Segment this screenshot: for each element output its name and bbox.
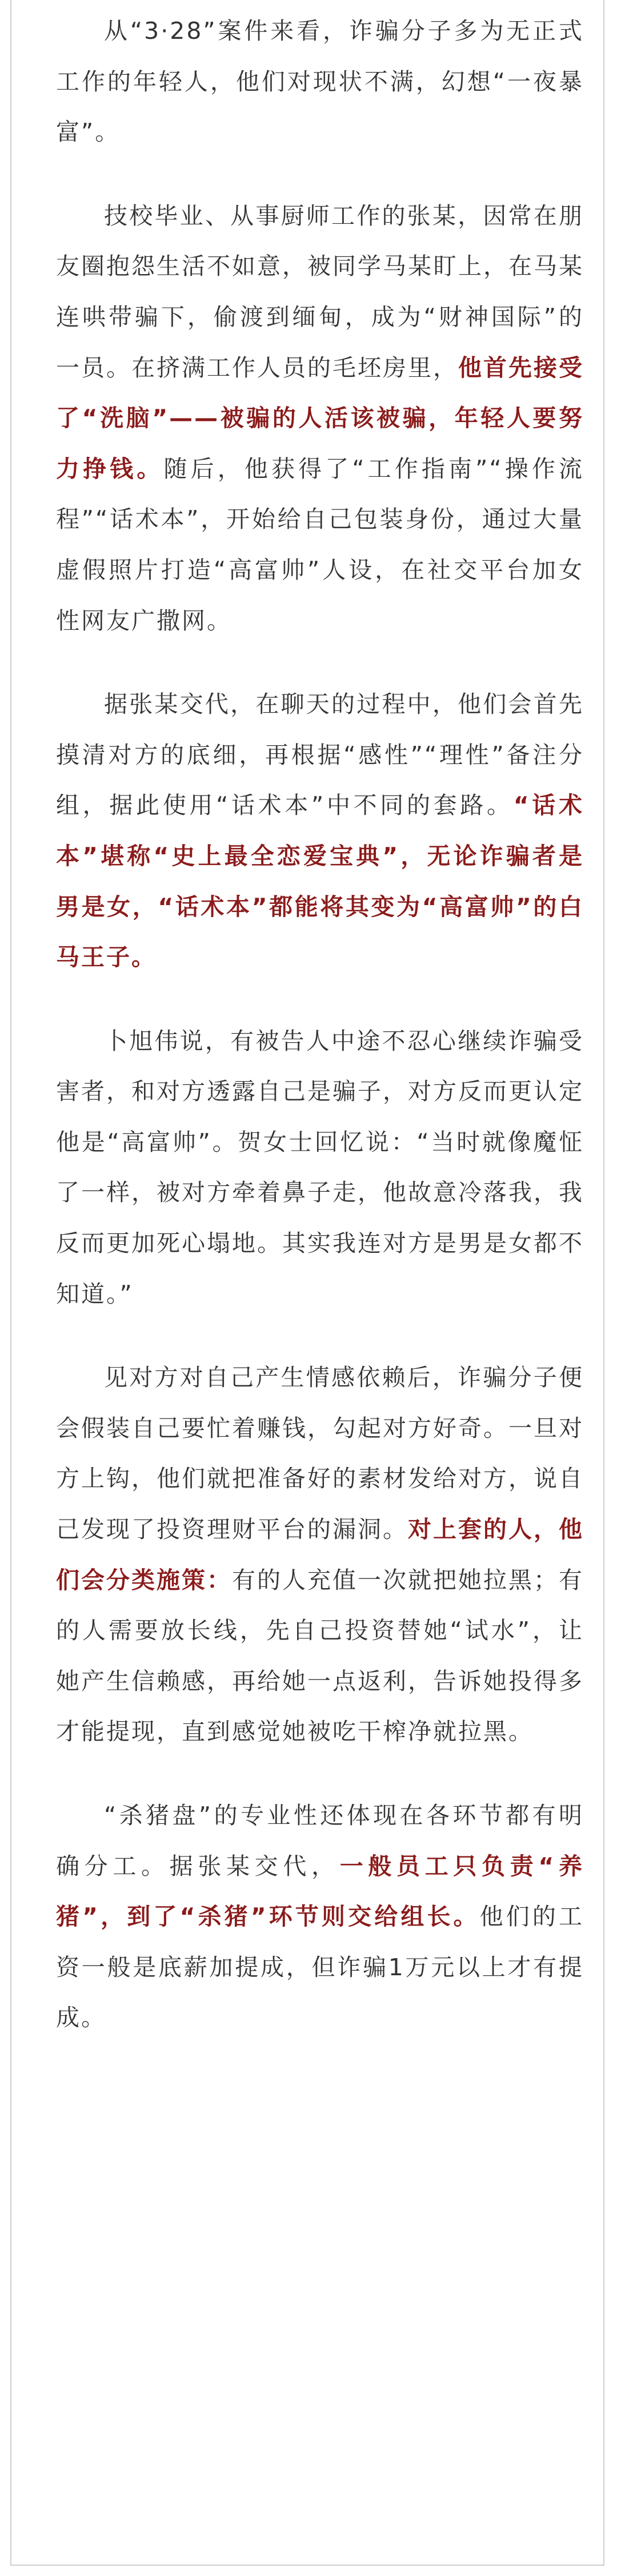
paragraph [56, 191, 584, 646]
paragraph [56, 6, 584, 158]
paragraph [56, 1352, 584, 1757]
body-text: “杀猪盘”的专业性还体现在各环节都有明确分工。据张某交代， [56, 1802, 584, 1880]
emphasis-text: 一般员工只负责“养猪”，到了“杀猪”环节则交给组长。 [56, 1852, 584, 1931]
body-text: 他们的工资一般是底薪加提成，但诈骗1万元以上才有提成。 [56, 1903, 584, 2032]
body-text: 见对方对自己产生情感依赖后，诈骗分子便会假装自己要忙着赚钱，勾起对方好奇。一旦对方上钩，他们就把准备好的素材发给对方，说自己发现了投资理财平台的漏洞。 [56, 1364, 584, 1544]
body-text: 技校毕业、从事厨师工作的张某，因常在朋友圈抱怨生活不如意，被同学马某盯上，在马某连哄带骗下，偷渡到缅甸，成为“财神国际”的一员。在挤满工作人员的毛坯房里， [56, 202, 584, 381]
article-body [56, 6, 584, 2076]
body-text: 有的人充值一次就把她拉黑；有的人需要放长线，先自己投资替她“试水”，让她产生信赖感，再给她一点返利，告诉她投得多才能提现，直到感觉她被吃干榨净就拉黑。 [56, 1566, 584, 1746]
body-text: 从“3·28”案件来看，诈骗分子多为无正式工作的年轻人，他们对现状不满，幻想“一夜暴富”。 [56, 17, 584, 146]
article-frame [10, 0, 604, 2566]
body-text: 卜旭伟说，有被告人中途不忍心继续诈骗受害者，和对方透露自己是骗子，对方反而更认定他是“高富帅”。贺女士回忆说：“当时就像魔怔了一样，被对方牵着鼻子走，他故意冷落我，我反而更加死心塌地。其实我连对方是男是女都不知道。” [56, 1027, 584, 1308]
emphasis-text: 他首先接受了“洗脑”——被骗的人活该被骗，年轻人要努力挣钱。 [56, 353, 584, 483]
body-text: 随后，他获得了“工作指南”“操作流程”“话术本”，开始给自己包装身份，通过大量虚假照片打造“高富帅”人设，在社交平台加女性网友广撒网。 [56, 455, 584, 634]
emphasis-text: 对上套的人，他们会分类施策： [56, 1516, 584, 1594]
emphasis-text: “话术本”堪称“史上最全恋爱宝典”，无论诈骗者是男是女，“话术本”都能将其变为“高富帅”的白马王子。 [56, 791, 584, 971]
paragraph [56, 1790, 584, 2043]
paragraph [56, 1016, 584, 1320]
body-text: 据张某交代，在聊天的过程中，他们会首先摸清对方的底细，再根据“感性”“理性”备注分组，据此使用“话术本”中不同的套路。 [56, 690, 584, 819]
paragraph [56, 679, 584, 983]
